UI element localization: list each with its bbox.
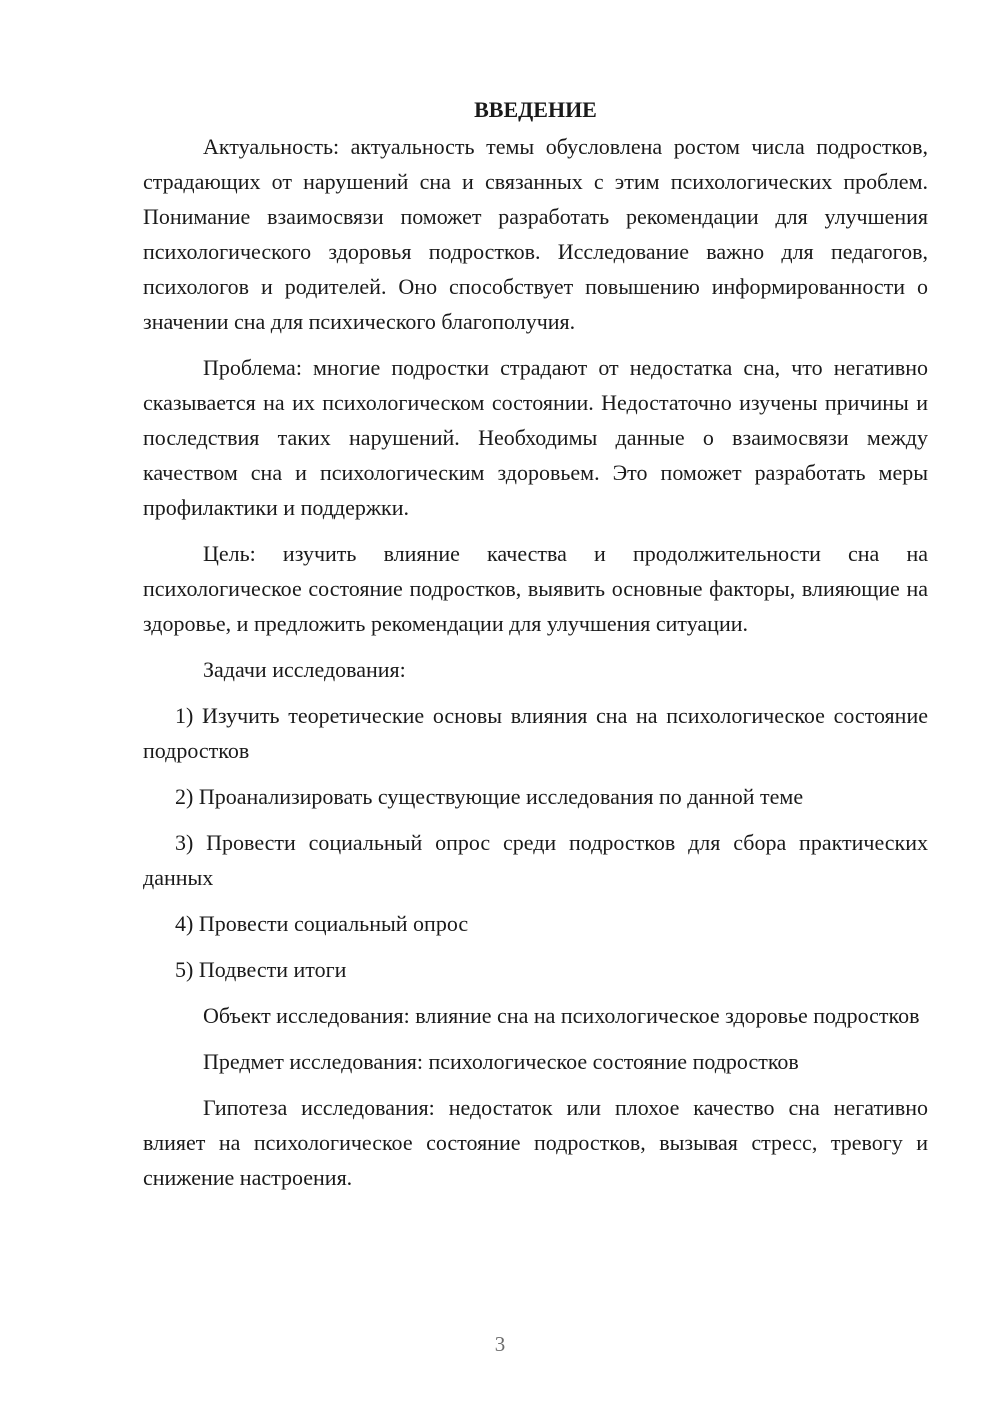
paragraph-subject: Предмет исследования: психологическое состояние подростков: [203, 1049, 799, 1074]
document-page: [143, 92, 928, 1195]
list-item: 3) Провести социальный опрос среди подростков для сбора практических данных: [143, 830, 928, 890]
tasks-list: [143, 698, 928, 987]
page-number: 3: [494, 1332, 506, 1356]
paragraph-goal: Цель: изучить влияние качества и продолжительности сна на психологическое состояние подростков, выявить основные факторы, влияющие на здоровье, и предложить рекомендации для улучшения ситуации.: [143, 541, 928, 636]
paragraph-problem: Проблема: многие подростки страдают от недостатка сна, что негативно сказывается на их психологическом состоянии. Недостаточно изучены причины и последствия таких нарушений. Необходимы данные о взаимосвязи между качеством сна и психологическим здоровьем. Это поможет разработать меры профилактики и поддержки.: [143, 355, 928, 520]
paragraph-relevance: Актуальность: актуальность темы обусловлена ростом числа подростков, страдающих от нарушений сна и связанных с этим психологических проблем. Понимание взаимосвязи поможет разработать рекомендации для улучшения психологического здоровья подростков. Исследование важно для педагогов, психологов и родителей. Оно способствует повышению информированности о значении сна для психического благополучия.: [143, 134, 928, 334]
list-item: 1) Изучить теоретические основы влияния сна на психологическое состояние подростков: [143, 703, 928, 763]
page-title: ВВЕДЕНИЕ: [474, 97, 597, 122]
list-item: 4) Провести социальный опрос: [175, 911, 469, 936]
list-item: 5) Подвести итоги: [175, 957, 347, 982]
list-item: 2) Проанализировать существующие исследования по данной теме: [175, 784, 804, 809]
paragraph-hypothesis: Гипотеза исследования: недостаток или плохое качество сна негативно влияет на психологическое состояние подростков, вызывая стресс, тревогу и снижение настроения.: [143, 1095, 928, 1190]
tasks-heading: Задачи исследования:: [203, 657, 406, 682]
paragraph-object: Объект исследования: влияние сна на психологическое здоровье подростков: [203, 1003, 920, 1028]
